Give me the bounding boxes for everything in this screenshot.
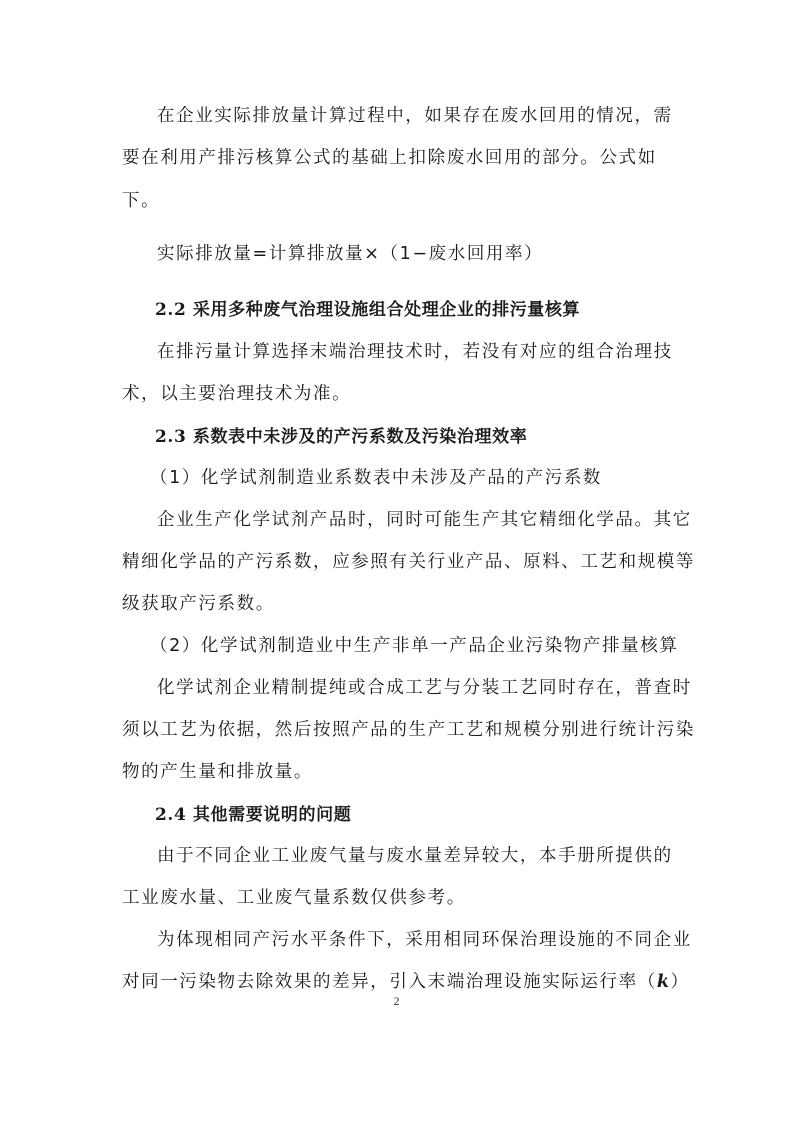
- paragraph-line: 要在利用产排污核算公式的基础上扣除废水回用的部分。公式如: [122, 148, 657, 168]
- subheading-2: （2）化学试剂制造业中生产非单一产品企业污染物产排量核算: [150, 636, 679, 656]
- formula: 实际排放量=计算排放量×（1−废水回用率）: [157, 244, 544, 264]
- closing-paren: ）: [670, 972, 690, 992]
- paragraph-line: 术，以主要治理技术为准。: [122, 384, 352, 404]
- paragraph-line-with-symbol: [122, 970, 690, 994]
- paragraph-line: 由于不同企业工业废气量与废水量差异较大，本手册所提供的: [157, 846, 673, 866]
- paragraph-line: 化学试剂企业精制提纯或合成工艺与分装工艺同时存在，普查时: [157, 678, 692, 698]
- paragraph-line: 下。: [122, 191, 161, 211]
- section-heading-2-4: 2.4 其他需要说明的问题: [155, 805, 352, 825]
- paragraph-line: 须以工艺为依据，然后按照产品的生产工艺和规模分别进行统计污染: [122, 720, 695, 740]
- paragraph-line: 物的产生量和排放量。: [122, 762, 313, 782]
- subheading-1: （1）化学试剂制造业系数表中未涉及产品的产污系数: [150, 468, 603, 488]
- page-number: 2: [393, 994, 400, 1008]
- paragraph-line: 企业生产化学试剂产品时，同时可能生产其它精细化学品。其它: [157, 510, 692, 530]
- section-heading-2-2: 2.2 采用多种废气治理设施组合处理企业的排污量核算: [155, 300, 581, 320]
- paragraph-line: 在企业实际排放量计算过程中，如果存在废水回用的情况，需: [157, 106, 673, 126]
- paragraph-line: 工业废水量、工业废气量系数仅供参考。: [122, 888, 466, 908]
- paragraph-line: 在排污量计算选择末端治理技术时，若没有对应的组合治理技: [157, 342, 673, 362]
- paragraph-text: 对同一污染物去除效果的差异，引入末端治理设施实际运行率（: [122, 972, 657, 992]
- paragraph-line: 精细化学品的产污系数，应参照有关行业产品、原料、工艺和规模等: [122, 552, 695, 572]
- paragraph-line: 级获取产污系数。: [122, 594, 275, 614]
- paragraph-line: 为体现相同产污水平条件下，采用相同环保治理设施的不同企业: [157, 930, 692, 950]
- section-heading-2-3: 2.3 系数表中未涉及的产污系数及污染治理效率: [155, 427, 528, 447]
- symbol-k: k: [656, 972, 671, 992]
